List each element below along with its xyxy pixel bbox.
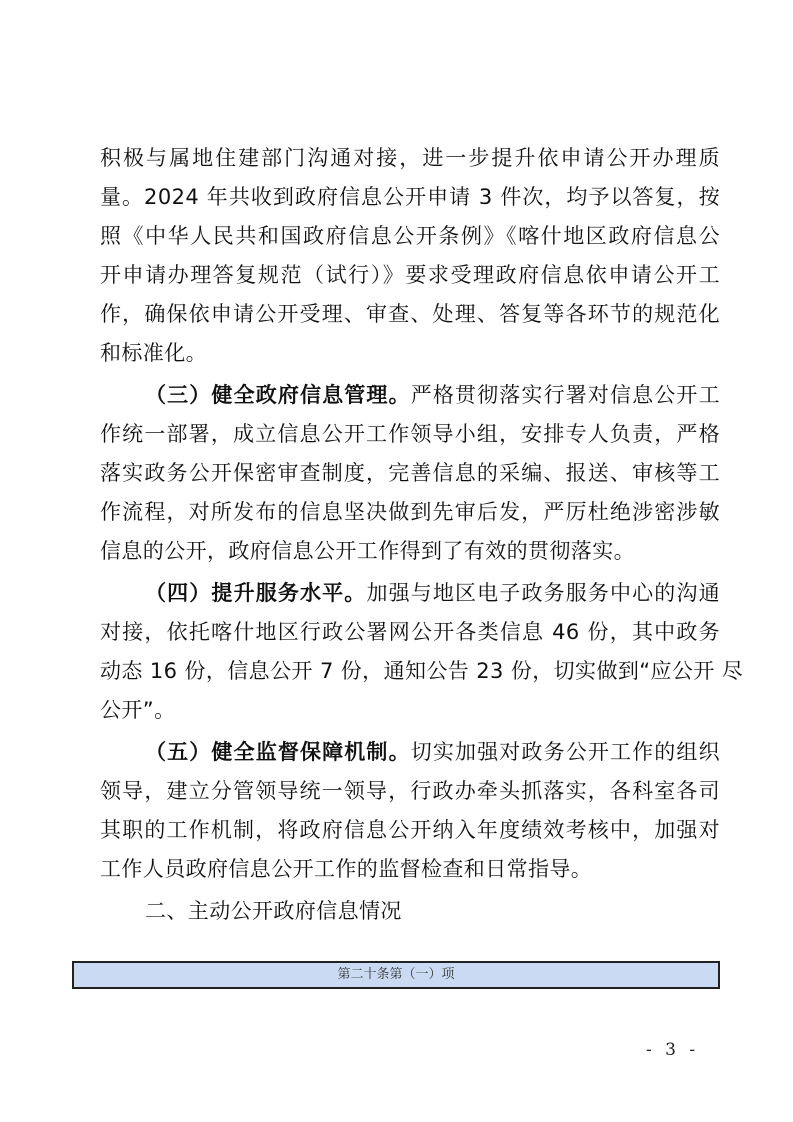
text-run: 工作人员政府信息公开工作的监督检查和日常指导。	[100, 857, 593, 881]
text-run: 严格贯彻落实行署对信息公开工	[410, 383, 720, 407]
text-line	[100, 138, 720, 178]
text-run: 二、主动公开政府信息情况	[145, 899, 402, 923]
text-line	[100, 216, 720, 256]
text-line	[100, 771, 720, 811]
text-run: 切实加强对政务公开工作的组织	[410, 740, 720, 764]
text-line	[100, 531, 635, 571]
text-run: 积极与属地住建部门沟通对接，进一步提升依申请公开办理质	[100, 146, 720, 170]
text-line	[100, 453, 720, 493]
text-line	[100, 612, 720, 652]
text-run: 和标准化。	[100, 341, 207, 365]
table-header-row	[72, 961, 720, 989]
text-run: 领导，建立分管领导统一领导，行政办牵头抓落实，各科室各司	[100, 779, 720, 803]
text-line	[100, 690, 175, 730]
text-run: 加强与地区电子政务服务中心的沟通	[366, 581, 720, 605]
text-run: 动态 16 份，信息公开 7 份，通知公告 23 份，切实做到“应公开 尽	[100, 659, 744, 683]
text-run: 对接，依托喀什地区行政公署网公开各类信息 46 份，其中政务	[100, 620, 720, 644]
section-heading: （五）健全监督保障机制。	[145, 740, 411, 764]
section-heading: （四）提升服务水平。	[145, 581, 367, 605]
text-line	[100, 255, 720, 295]
text-run: 公开”。	[100, 698, 176, 722]
text-run: 作统一部署，成立信息公开工作领导小组，安排专人负责，严格	[100, 422, 720, 446]
text-run: 开申请办理答复规范（试行）》要求受理政府信息依申请公开工	[100, 263, 720, 287]
text-run: 作流程，对所发布的信息坚决做到先审后发，严厉杜绝涉密涉敏	[100, 500, 720, 524]
text-line	[100, 492, 720, 532]
text-line	[100, 849, 592, 889]
text-line	[100, 414, 720, 454]
text-line	[145, 375, 720, 415]
text-line	[100, 651, 744, 691]
text-run: 作，确保依申请公开受理、审查、处理、答复等各环节的规范化	[100, 302, 720, 326]
page-number: - 3 -	[646, 1040, 700, 1060]
text-line	[145, 573, 720, 613]
text-line	[145, 732, 720, 772]
table-header-cell: 第二十条第（一）项	[337, 967, 455, 982]
text-run: 量。2024 年共收到政府信息公开申请 3 件次，均予以答复，按	[100, 185, 720, 209]
text-run: 其职的工作机制，将政府信息公开纳入年度绩效考核中，加强对	[100, 818, 720, 842]
section-heading: （三）健全政府信息管理。	[145, 383, 411, 407]
text-run: 照《中华人民共和国政府信息公开条例》《喀什地区政府信息公	[100, 224, 720, 248]
text-line	[100, 810, 720, 850]
text-line	[100, 294, 720, 334]
text-line	[145, 891, 402, 931]
text-run: 信息的公开，政府信息公开工作得到了有效的贯彻落实。	[100, 539, 635, 563]
text-line	[100, 333, 207, 373]
text-run: 落实政务公开保密审查制度，完善信息的采编、报送、审核等工	[100, 461, 720, 485]
text-line	[100, 177, 720, 217]
